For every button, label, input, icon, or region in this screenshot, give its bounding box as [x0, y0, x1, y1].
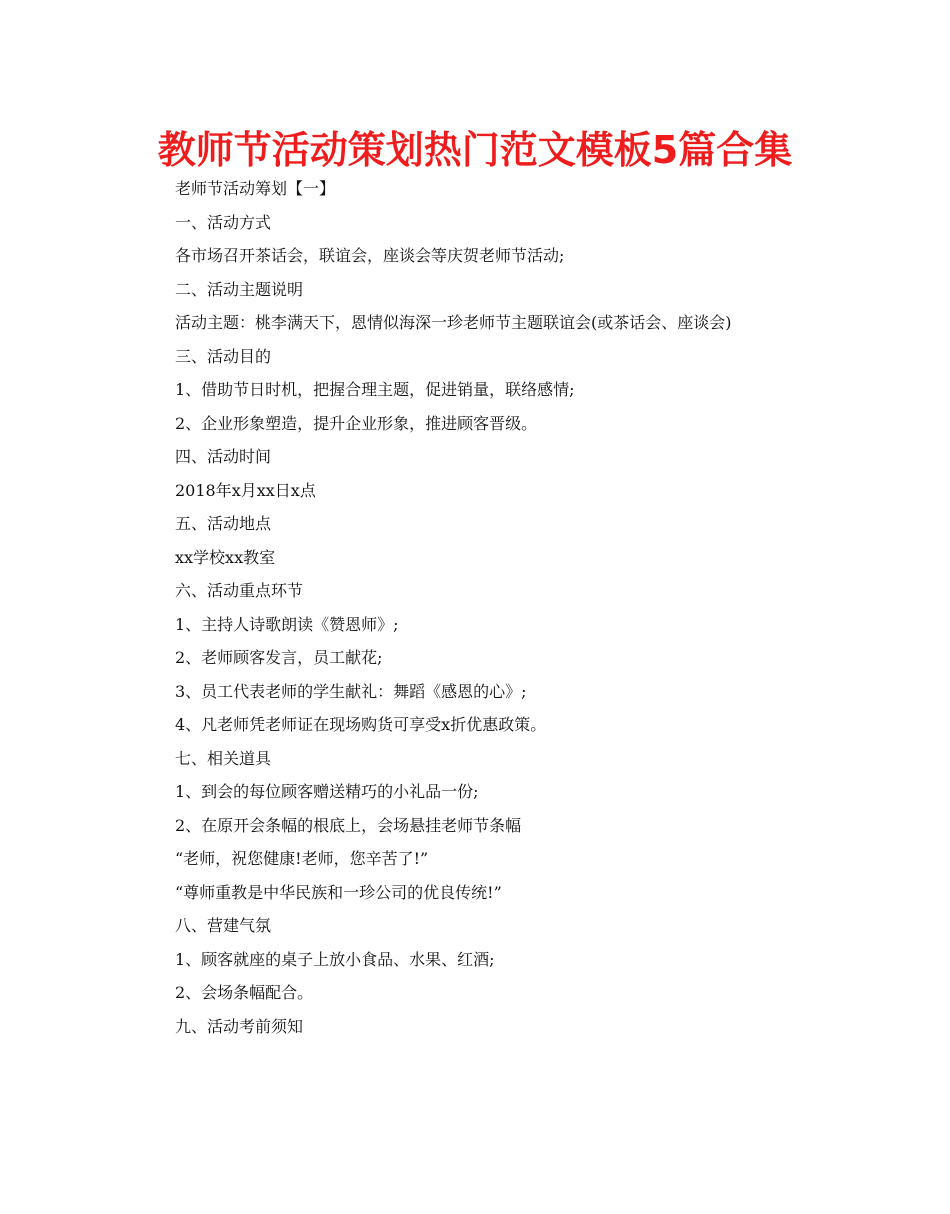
- list-item: 1、到会的每位顾客赠送精巧的小礼品一份;: [175, 782, 479, 801]
- list-item: 2、会场条幅配合。: [175, 983, 314, 1002]
- quote-line: “老师，祝您健康!老师，您辛苦了!”: [175, 849, 429, 868]
- paragraph: 各市场召开茶话会，联谊会，座谈会等庆贺老师节活动;: [175, 246, 565, 265]
- paragraph: xx学校xx教室: [175, 547, 276, 567]
- list-item: 2、企业形象塑造，提升企业形象，推进顾客晋级。: [175, 413, 538, 433]
- section-heading: 二、活动主题说明: [175, 279, 304, 299]
- list-item: 1、主持人诗歌朗读《赞恩师》;: [175, 614, 399, 634]
- section-heading: 七、相关道具: [175, 748, 272, 768]
- section-heading: 四、活动时间: [175, 447, 272, 466]
- paragraph: 2018年x月xx日x点: [175, 480, 316, 500]
- list-item: 1、借助节日时机，把握合理主题，促进销量，联络感情;: [175, 380, 575, 399]
- list-item: 2、老师顾客发言，员工献花;: [175, 648, 383, 667]
- document-body: [141, 172, 821, 1043]
- list-item: 2、在原开会条幅的根底上，会场悬挂老师节条幅: [175, 815, 522, 835]
- section-heading: 八、营建气氛: [175, 916, 272, 935]
- paragraph: 活动主题：桃李满天下，恩情似海深一珍老师节主题联谊会(或茶话会、座谈会): [175, 313, 732, 332]
- list-item: 4、凡老师凭老师证在现场购货可享受x折优惠政策。: [175, 715, 547, 734]
- quote-line: “尊师重教是中华民族和一珍公司的优良传统!”: [175, 882, 502, 902]
- section-heading: 三、活动目的: [175, 346, 272, 366]
- list-item: 1、顾客就座的桌子上放小食品、水果、红酒;: [175, 949, 495, 969]
- section-heading: 六、活动重点环节: [175, 581, 304, 600]
- section-heading: 九、活动考前须知: [175, 1016, 304, 1036]
- paragraph: 老师节活动筹划【一】: [175, 179, 336, 198]
- document-title: 教师节活动策划热门范文模板5篇合集: [157, 128, 793, 172]
- section-heading: 一、活动方式: [175, 212, 272, 232]
- section-heading: 五、活动地点: [175, 514, 272, 533]
- list-item: 3、员工代表老师的学生献礼：舞蹈《感恩的心》;: [175, 681, 527, 701]
